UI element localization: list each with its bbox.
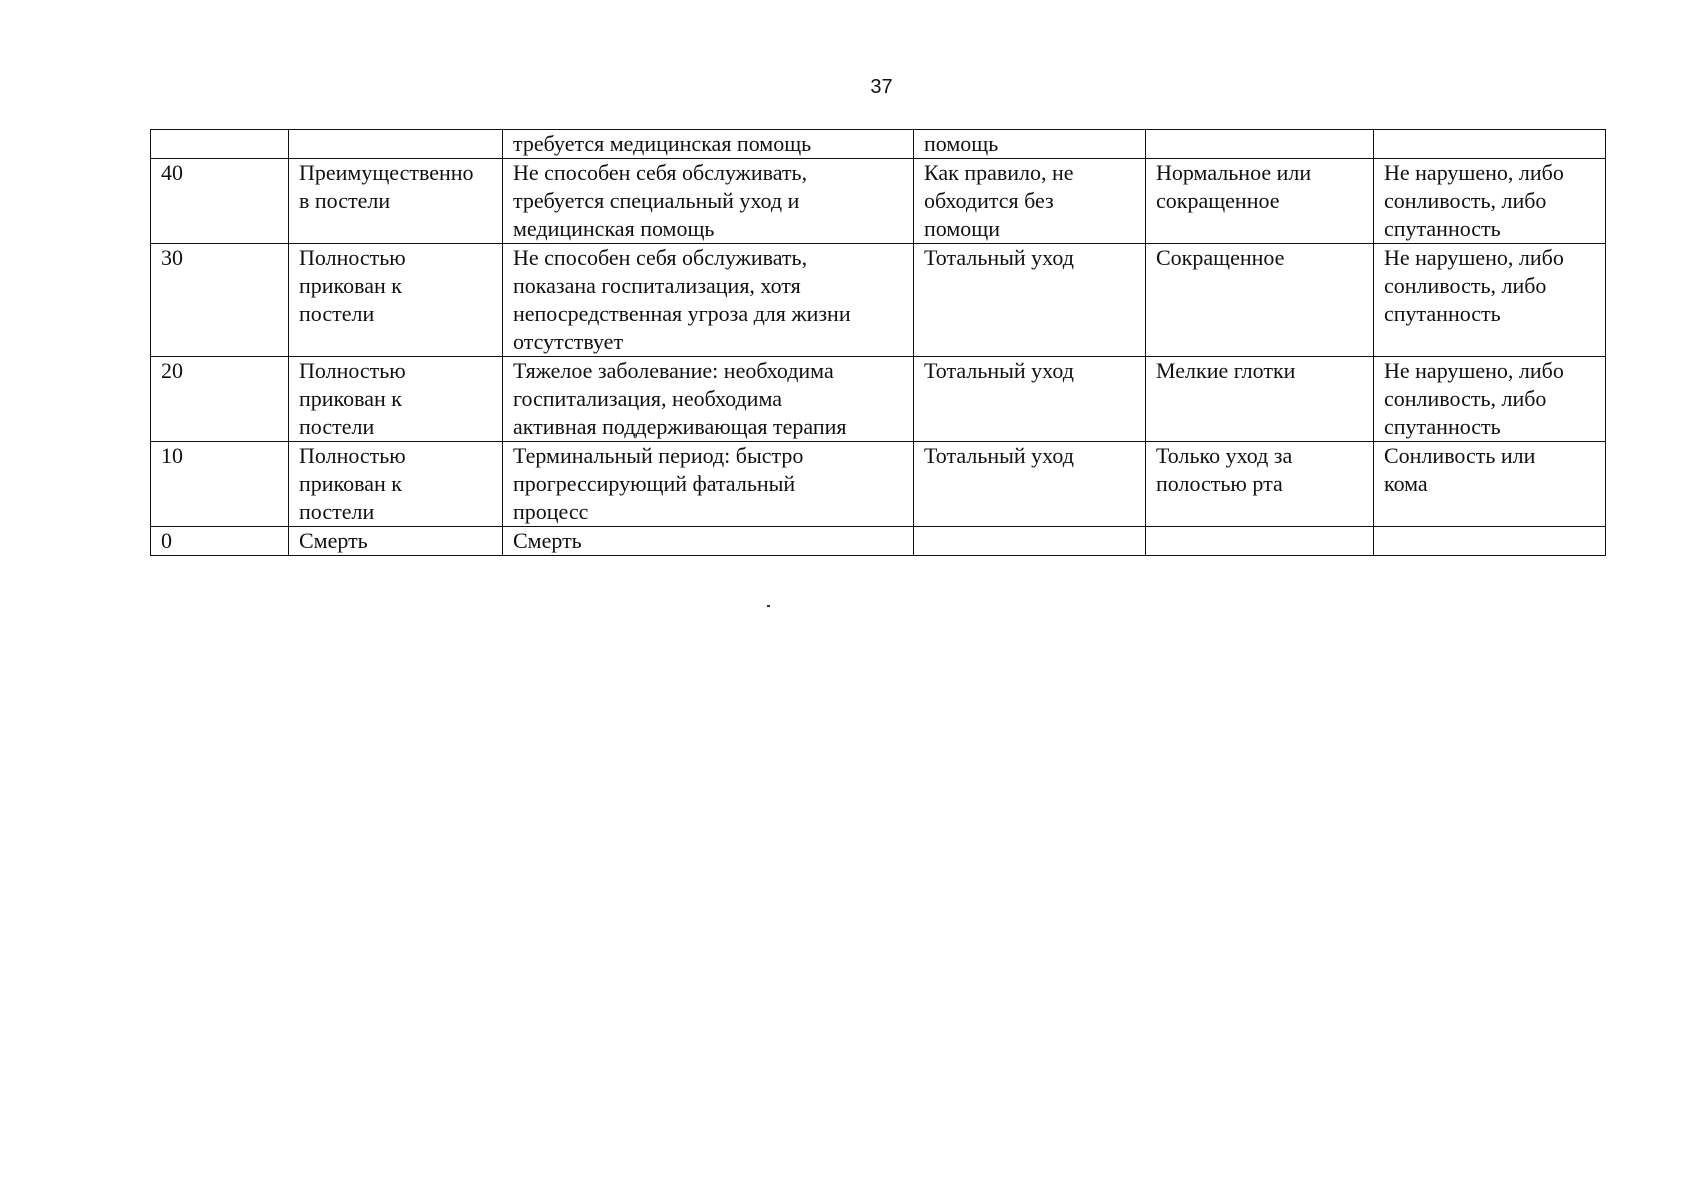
table-row: [151, 244, 1606, 357]
table-cell: [289, 130, 503, 159]
table-row: [151, 159, 1606, 244]
table-cell: [1374, 130, 1606, 159]
table-cell: Тяжелое заболевание: необходима госпитализация, необходима активная поддерживающая терапия: [503, 357, 914, 442]
table-row: [151, 527, 1606, 556]
table-cell: Полностью прикован к постели: [289, 442, 503, 527]
table-cell: Сонливость или кома: [1374, 442, 1606, 527]
table-cell: Тотальный уход: [914, 244, 1146, 357]
table-cell: Не способен себя обслуживать, требуется специальный уход и медицинская помощь: [503, 159, 914, 244]
table-cell: 10: [151, 442, 289, 527]
scan-speck: [767, 605, 770, 607]
table-cell: 0: [151, 527, 289, 556]
table-cell: Только уход за полостью рта: [1146, 442, 1374, 527]
table-cell: [1374, 527, 1606, 556]
table-cell: Преимущественно в постели: [289, 159, 503, 244]
table-cell: 30: [151, 244, 289, 357]
table-cell: 20: [151, 357, 289, 442]
table-cell: Терминальный период: быстро прогрессирующий фатальный процесс: [503, 442, 914, 527]
table-cell: [151, 130, 289, 159]
table-cell: Не нарушено, либо сонливость, либо спутанность: [1374, 244, 1606, 357]
table-cell: Смерть: [289, 527, 503, 556]
table-cell: Полностью прикован к постели: [289, 244, 503, 357]
table-cell: Сокращенное: [1146, 244, 1374, 357]
table-cell: [914, 527, 1146, 556]
scale-table: [150, 129, 1606, 556]
table-cell: Как правило, не обходится без помощи: [914, 159, 1146, 244]
page-number: 37: [870, 76, 893, 98]
table-cell: Нормальное или сокращенное: [1146, 159, 1374, 244]
table-row: [151, 357, 1606, 442]
table-cell: Тотальный уход: [914, 357, 1146, 442]
table-cell: Смерть: [503, 527, 914, 556]
table-cell: помощь: [914, 130, 1146, 159]
table-cell: Не нарушено, либо сонливость, либо спутанность: [1374, 357, 1606, 442]
table-cell: [1146, 527, 1374, 556]
table-cell: 40: [151, 159, 289, 244]
table-cell: требуется медицинская помощь: [503, 130, 914, 159]
table-row: [151, 130, 1606, 159]
table-cell: Тотальный уход: [914, 442, 1146, 527]
table-cell: Мелкие глотки: [1146, 357, 1374, 442]
table-row: [151, 442, 1606, 527]
table-cell: Не способен себя обслуживать, показана госпитализация, хотя непосредственная угроза для жизни отсутствует: [503, 244, 914, 357]
table-cell: Не нарушено, либо сонливость, либо спутанность: [1374, 159, 1606, 244]
table-cell: [1146, 130, 1374, 159]
table-cell: Полностью прикован к постели: [289, 357, 503, 442]
